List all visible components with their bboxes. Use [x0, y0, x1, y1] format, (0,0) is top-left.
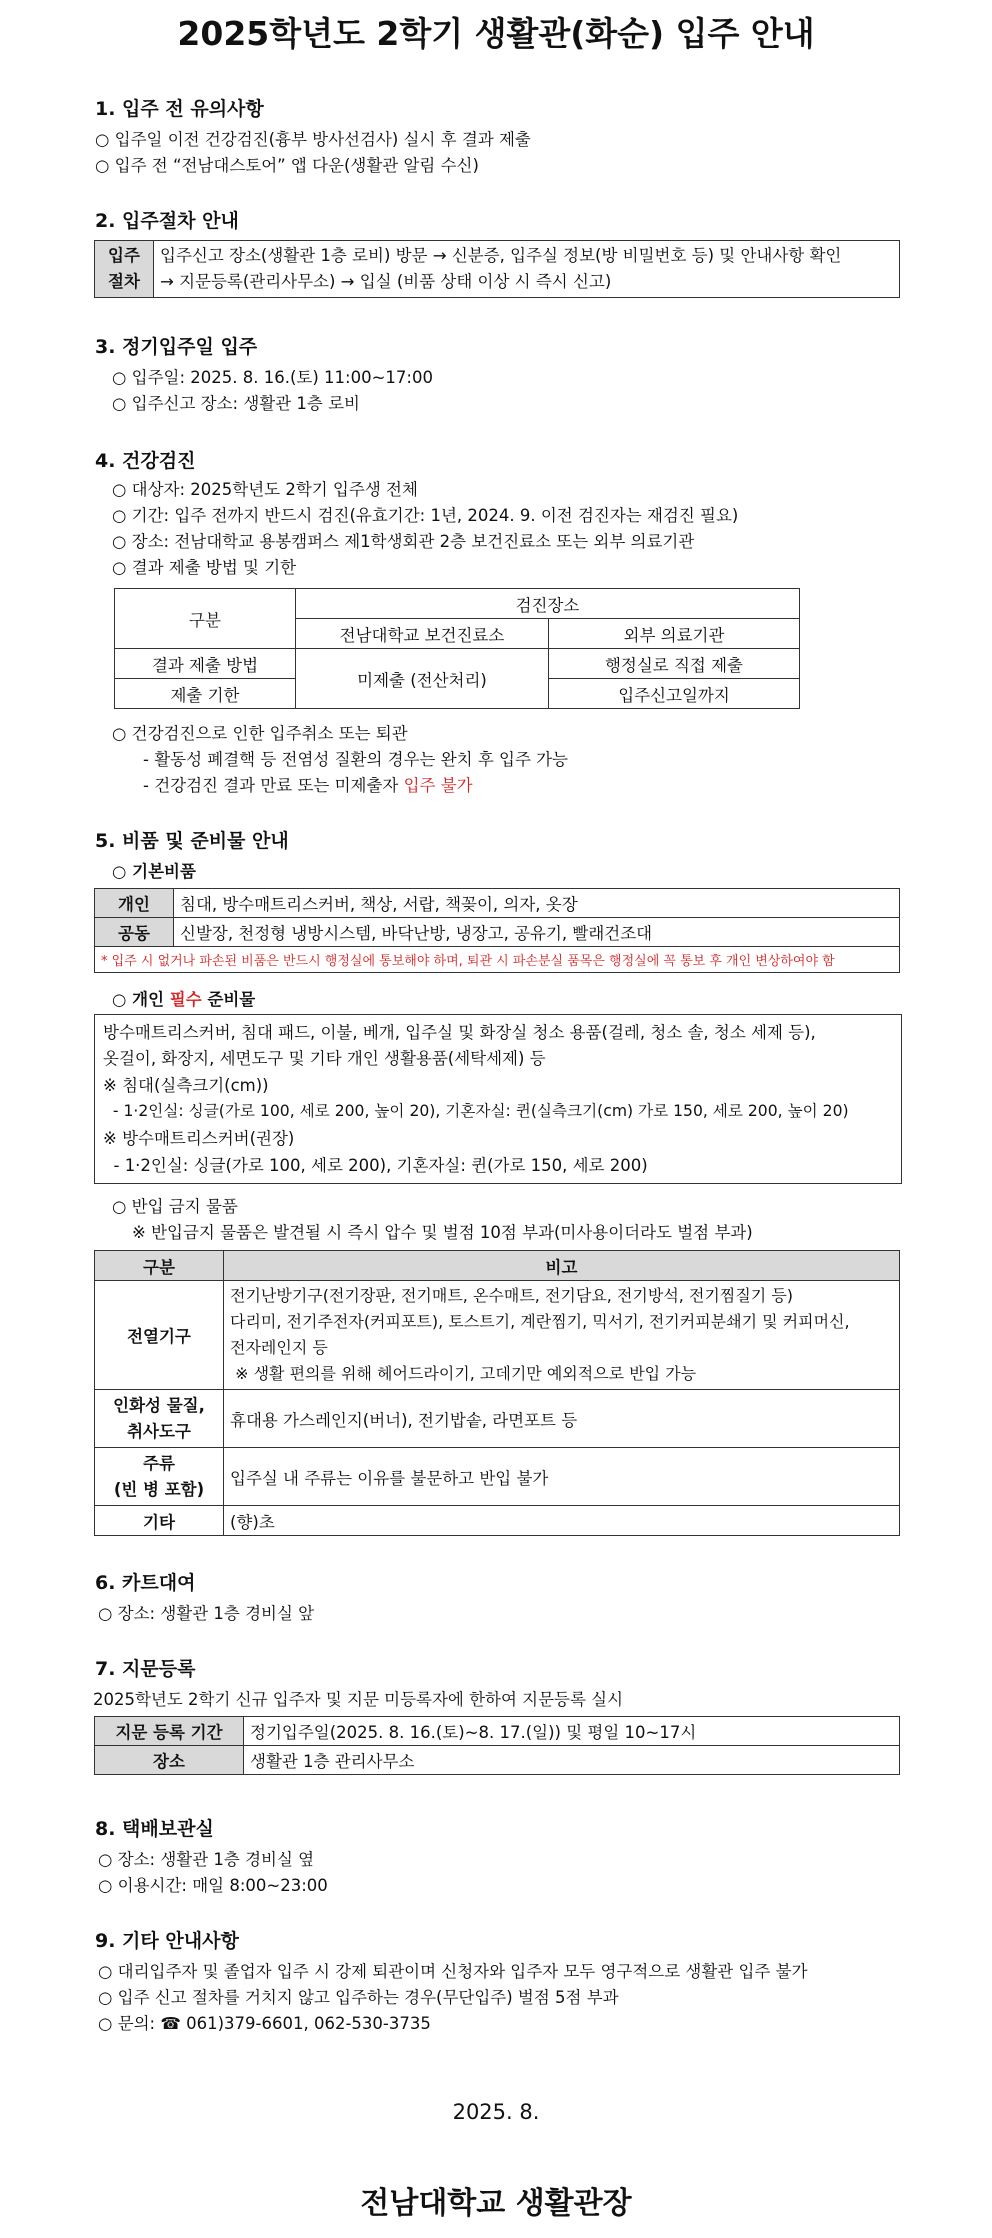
section-3-heading: 3. 정기입주일 입주 — [95, 336, 258, 358]
ban-row-value: 입주실 내 주류는 이유를 불문하고 반입 불가 — [224, 1448, 900, 1506]
hc-row-label: 제출 기한 — [115, 679, 296, 709]
ban-row-value: 휴대용 가스레인지(버너), 전기밥솥, 라면포트 등 — [224, 1390, 900, 1448]
s6-item: ○ 장소: 생활관 1층 경비실 앞 — [98, 1604, 315, 1623]
fp-label: 지문 등록 기간 — [95, 1717, 244, 1746]
banned-items-note: ※ 반입금지 물품은 발견될 시 즉시 압수 및 벌점 10점 부과(미사용이더라도 벌점 부과) — [132, 1223, 753, 1242]
s3-item: ○ 입주신고 장소: 생활관 1층 로비 — [112, 394, 360, 413]
section-1-heading: 1. 입주 전 유의사항 — [95, 98, 264, 120]
hc-header-place: 검진장소 — [296, 589, 800, 619]
ban-row-label: 기타 — [95, 1506, 224, 1536]
s7-desc: 2025학년도 2학기 신규 입주자 및 지문 미등록자에 한하여 지문등록 실시 — [93, 1690, 624, 1709]
s3-item: ○ 입주일: 2025. 8. 16.(토) 11:00~17:00 — [112, 368, 433, 387]
ban-row-value: (향)초 — [224, 1506, 900, 1536]
signature: 전남대학교 생활관장 — [360, 2186, 632, 2221]
page-title: 2025학년도 2학기 생활관(화순) 입주 안내 — [177, 14, 815, 53]
ban-header-gubun: 구분 — [95, 1251, 224, 1281]
basic-items-table — [94, 888, 900, 973]
required-line: ※ 침대(실측크기(cm)) — [103, 1076, 269, 1095]
fingerprint-table — [94, 1716, 900, 1775]
required-items-box — [94, 1014, 902, 1184]
s4-sub: - 활동성 폐결핵 등 전염성 질환의 경우는 완치 후 입주 가능 — [143, 750, 568, 769]
s9-item: ○ 대리입주자 및 졸업자 입주 시 강제 퇴관이며 신청자와 입주자 모두 영구적으로 생활관 입주 불가 — [98, 1962, 808, 1981]
section-5-heading: 5. 비품 및 준비물 안내 — [95, 830, 289, 852]
ban-row-value: 전기난방기구(전기장판, 전기매트, 온수매트, 전기담요, 전기방석, 전기찜질기 등) 다리미, 전기주전자(커피포트), 토스트기, 계란찜기, 믹서기, 전기커피분쇄기 및 커피머신, 전자레인지 등 ※ 생활 편의를 위해 헤어드라이기, 고데기만 예외적으로 반입 가능 — [224, 1281, 900, 1390]
s4-item: ○ 대상자: 2025학년도 2학기 입주생 전체 — [112, 480, 418, 499]
hc-row-label: 결과 제출 방법 — [115, 649, 296, 679]
procedure-table — [94, 240, 900, 298]
section-7-heading: 7. 지문등록 — [95, 1658, 196, 1680]
s9-item: ○ 입주 신고 절차를 거치지 않고 입주하는 경우(무단입주) 벌점 5점 부과 — [98, 1988, 619, 2007]
basic-common-label: 공동 — [95, 918, 174, 947]
basic-items-note: * 입주 시 없거나 파손된 비품은 반드시 행정실에 통보해야 하며, 퇴관 시 파손분실 품목은 행정실에 꼭 통보 후 개인 변상하여야 함 — [95, 947, 900, 973]
s9-item: ○ 문의: ☎ 061)379-6601, 062-530-3735 — [98, 2014, 431, 2033]
ban-row-label: 인화성 물질, 취사도구 — [95, 1390, 224, 1448]
fp-value: 정기입주일(2025. 8. 16.(토)~8. 17.(일)) 및 평일 10~17시 — [244, 1717, 900, 1746]
ban-row-label: 전열기구 — [95, 1281, 224, 1390]
section-9-heading: 9. 기타 안내사항 — [95, 1930, 239, 1952]
procedure-steps: 입주신고 장소(생활관 1층 로비) 방문 → 신분증, 입주실 정보(방 비밀번호 등) 및 안내사항 확인 → 지문등록(관리사무소) → 입실 (비품 상태 이상 시 즉시 신고) — [154, 241, 900, 298]
s4-sub: - 건강검진 결과 만료 또는 미제출자 입주 불가 — [143, 776, 473, 795]
hc-cnu-value: 미제출 (전산처리) — [296, 649, 549, 709]
s4-item: ○ 결과 제출 방법 및 기한 — [112, 558, 297, 577]
fp-label: 장소 — [95, 1746, 244, 1775]
required-line: - 1·2인실: 싱글(가로 100, 세로 200, 높이 20), 기혼자실: 퀸(실측크기(cm) 가로 150, 세로 200, 높이 20) — [103, 1102, 849, 1120]
document-date: 2025. 8. — [452, 2100, 540, 2124]
health-check-table — [114, 588, 800, 709]
section-2-heading: 2. 입주절차 안내 — [95, 210, 239, 232]
required-items-heading: ○ 개인 필수 준비물 — [112, 990, 256, 1009]
fp-value: 생활관 1층 관리사무소 — [244, 1746, 900, 1775]
s4-cancel: ○ 건강검진으로 인한 입주취소 또는 퇴관 — [112, 724, 408, 743]
hc-ext-value: 행정실로 직접 제출 — [549, 649, 800, 679]
basic-items-heading: ○ 기본비품 — [112, 862, 196, 881]
s1-item: ○ 입주 전 “전남대스토어” 앱 다운(생활관 알림 수신) — [95, 156, 479, 175]
required-line: 옷걸이, 화장지, 세면도구 및 기타 개인 생활용품(세탁세제) 등 — [103, 1049, 546, 1068]
s4-item: ○ 기간: 입주 전까지 반드시 검진(유효기간: 1년, 2024. 9. 이전 검진자는 재검진 필요) — [112, 506, 739, 525]
banned-items-table — [94, 1250, 900, 1536]
required-line: ※ 방수매트리스커버(권장) — [103, 1129, 295, 1148]
section-8-heading: 8. 택배보관실 — [95, 1818, 214, 1840]
required-line: 방수매트리스커버, 침대 패드, 이불, 베개, 입주실 및 화장실 청소 용품(걸레, 청소 솔, 청소 세제 등), — [103, 1023, 816, 1042]
ban-row-label: 주류 (빈 병 포함) — [95, 1448, 224, 1506]
ban-header-note: 비고 — [224, 1251, 900, 1281]
s8-item: ○ 장소: 생활관 1층 경비실 옆 — [98, 1850, 315, 1869]
basic-personal-items: 침대, 방수매트리스커버, 책상, 서랍, 책꽂이, 의자, 옷장 — [174, 889, 900, 918]
s1-item: ○ 입주일 이전 건강검진(흉부 방사선검사) 실시 후 결과 제출 — [95, 130, 531, 149]
basic-common-items: 신발장, 천정형 냉방시스템, 바닥난방, 냉장고, 공유기, 빨래건조대 — [174, 918, 900, 947]
hc-ext-value: 입주신고일까지 — [549, 679, 800, 709]
s4-item: ○ 장소: 전남대학교 용봉캠퍼스 제1학생회관 2층 보건진료소 또는 외부 의료기관 — [112, 532, 695, 551]
basic-personal-label: 개인 — [95, 889, 174, 918]
required-line: - 1·2인실: 싱글(가로 100, 세로 200), 기혼자실: 퀸(가로 150, 세로 200) — [103, 1156, 648, 1175]
banned-items-heading: ○ 반입 금지 물품 — [112, 1197, 238, 1216]
hc-header-cnu: 전남대학교 보건진료소 — [296, 619, 549, 649]
section-6-heading: 6. 카트대여 — [95, 1572, 196, 1594]
s8-item: ○ 이용시간: 매일 8:00~23:00 — [98, 1876, 328, 1895]
procedure-label: 입주 절차 — [95, 241, 154, 298]
hc-header-gubun: 구분 — [115, 589, 296, 649]
hc-header-ext: 외부 의료기관 — [549, 619, 800, 649]
section-4-heading: 4. 건강검진 — [95, 450, 196, 472]
